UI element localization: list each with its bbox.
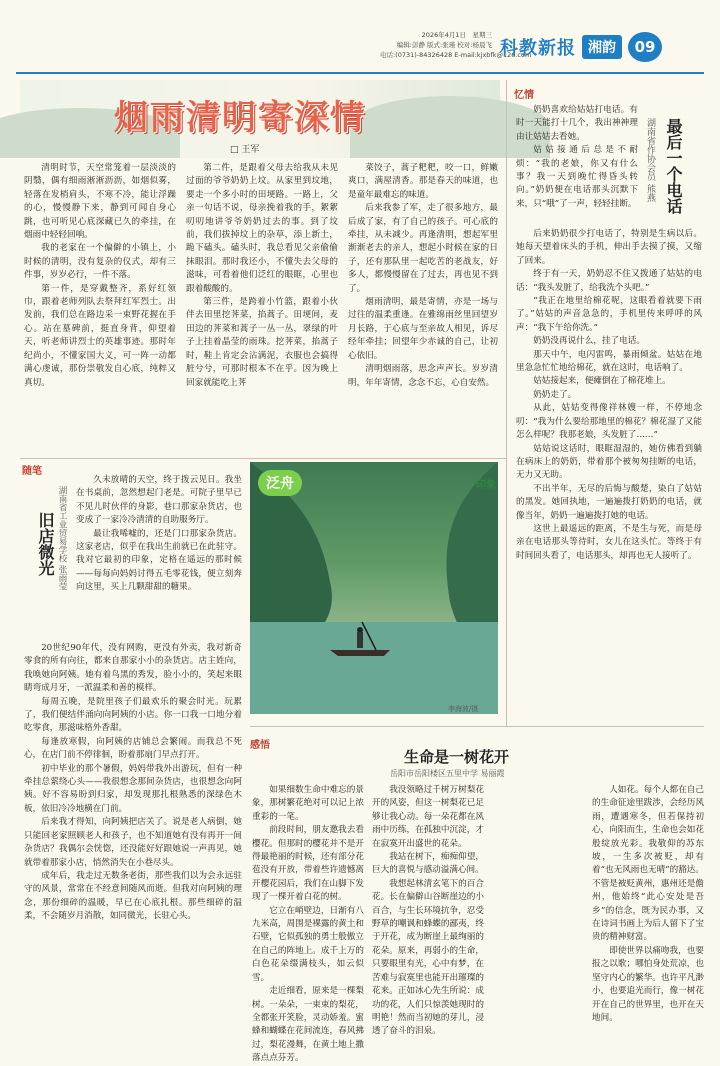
paragraph: 久未放晴的天空，终于拨云见日。我坐在书桌前，忽然想起门老是。可院子里早已不见儿时伙伴的身影，巷口那家杂货店，也变成了一家冷冷清清的自助服务厅。	[76, 475, 242, 526]
photo-section-tag: 印象	[476, 480, 496, 491]
paragraph: 第三件，是跨着小竹篮，跟着小伙伴去田里挖荠菜，掐蒿子。田埂间，麦田边的荠菜和蒿子一丛一丛，翠绿的叶子上挂着晶莹的雨珠。挖荠菜，掐蒿子时，鞋上肯定会沾满泥，衣服也会搞得脏兮兮，可那时根本不在乎。因为晚上回家就能吃上荠	[186, 297, 338, 388]
right-column-top	[516, 104, 638, 224]
bottom-column-3	[592, 784, 704, 1054]
shop-column-top	[76, 474, 242, 640]
paragraph: 奶奶走了。	[533, 389, 577, 400]
paragraph: 这世上最遥远的距离，不是生与死，而是母亲在电话那头等待时，女儿在这头忙。等终于有时间回头看了，电话那头，却再也无人接听了。	[516, 523, 702, 561]
main-column-3	[348, 162, 498, 464]
paragraph: 姑姑接起来，便瘫倒在了棉花堆上。	[533, 376, 671, 387]
page-number: 09	[628, 32, 662, 62]
paragraph: 走近细看，原来是一棵梨树。一朵朵，一束束的梨花，全都张开笑脸，灵动娇羞。蜜蜂和蝴蝶在花间流连，春风拂过，梨花漫舞，在黄土地上撒落点点芬芳。	[252, 986, 364, 1064]
right-column-body	[516, 228, 702, 726]
paragraph: 终于有一天，奶奶忍不住又拨通了姑姑的电话：“我头发脏了，给我洗个头吧。”	[516, 269, 702, 293]
paragraph: 后来奶奶很少打电话了，特别是生病以后。她每天望着床头的手机，伸出手去摸了摸，又缩了回来。	[516, 229, 702, 266]
paragraph: 第一件，是穿戴整齐，系好红领巾，跟着老师列队去祭拜红军烈士。出发前，我们总在路边采一束野花握在手心。站在墓碑前，挺直身背，仰望着天，听老师讲烈士的英雄事迹。那时年纪尚小，不懂家国大义，可一阵一动都满心虔诚，那份崇敬发自心底，纯粹又真切。	[24, 283, 176, 388]
paragraph: 奶奶没再说什么，挂了电话。	[533, 336, 645, 347]
shop-title: 旧店微光	[36, 512, 55, 576]
paragraph: 我想起林清玄笔下的百合花。长在偏僻山谷断崖边的小百合，与生长环境抗争，忍受野草的嘲讽和蜂蝶的鄙夷，终于开花，成为断崖上最绚丽的花朵。原来，再弱小的生命，只要眼里有光，心中有梦，在苦难与寂寞里也能开出璀璨的花来。正如冰心先生所说：成功的花，人们只惊羡她现时的明艳！然而当初她的芽儿，浸透了奋斗的泪泉。	[372, 878, 484, 1037]
paragraph: 从此，姑姑变得像祥林嫂一样，不停地念叨：“我为什么要给那地里的棉花？棉花湿了又能怎么样呢？我那老娘，头发脏了……”	[516, 403, 702, 441]
shop-section-tag: 随笔	[22, 466, 42, 477]
paragraph: 初中毕业的那个暑假，妈妈带我外出游玩，但有一种牵挂总萦绕心头——我很想念那间杂货店，也很想念向阿姨。好不容易盼到归家，却发现那扎根熟悉的深绿色木板，依旧冷冷地横在门前。	[24, 763, 242, 814]
paragraph: 那天中午，电闪雷鸣，暴雨倾盆。姑姑在地里急急忙忙地给棉花，就在这时，电话响了。	[516, 349, 702, 374]
paragraph: 每逢放寒假，向阿姨的店铺总会繁闹。而我总不死心，在店门前不停徘徊，盼着那扇门早点打开。	[24, 736, 242, 761]
bottom-title: 生命是一树花开	[404, 748, 510, 766]
right-section-tag: 忆情	[514, 90, 534, 101]
masthead-rule	[16, 72, 704, 74]
masthead-meta	[380, 30, 532, 60]
photo-label-text: 泛舟	[258, 470, 302, 496]
editor-line: 编辑:彭静 版式:张瑾 校对:杨晨飞	[396, 41, 492, 49]
paragraph: 烟雨清明，最是寄情，亦是一场与过往的温柔重逢。在雅绵雨丝里回望岁月长路，于心底与至亲故人相见，诉尽经年牵挂；回望年少赤诚的自己，让初心依旧。	[348, 297, 498, 361]
main-column-2	[186, 162, 338, 464]
photo-caption: 李海波/摄	[448, 705, 479, 713]
paragraph: 后来我才得知，向阿姨把店关了。说是老人病倒，她只能回老家照顾老人和孩子，也不知道她有没有再开一间杂货店？我偶尔会恍惚，还没能好好跟她说一声再见，她就带着那家小店，悄然消失在小巷尽头。	[24, 817, 242, 868]
paragraph: 如果细数生命中难忘的景象，那树繁花绝对可以记上浓重彩的一笔。	[252, 785, 364, 822]
bottom-section-tag: 感悟	[250, 740, 270, 751]
paragraph: 我的老家在一个偏僻的小镇上，小时候的清明，没有复杂的仪式，却有三件事，岁岁必行，一件不落。	[24, 243, 176, 281]
paragraph: 清明烟雨落，思念声声长。岁岁清明，年年寄情，念念不忘，心自安然。	[348, 364, 498, 388]
paragraph: 姑姑接通后总是不耐烦：“我的老娘，你又有什么事？我一天到晚忙得昏头转向。”奶奶便在电话那头沉默下来，只“哦”了一声，轻轻挂断。	[516, 145, 638, 209]
paragraph: “我正在地里给棉花呢，这眼看着就要下雨了。”姑姑的声音急急的，手机里传来呼呼的风声：“我下午给你洗。”	[516, 296, 702, 333]
main-column-1	[24, 162, 176, 464]
paragraph: 菜饺子，蒿子粑粑，咬一口，鲜嫩爽口，满屋清香。那是春天的味道，也是童年最难忘的味道。	[348, 163, 498, 200]
date-line: 2026年4月1日 星期三	[421, 31, 492, 39]
paragraph: 20世纪90年代，没有网购，更没有外卖，我对新奇零食的所有向往，都来自那家小小的杂货店。店主姓向，我唤她向阿姨。她有着鸟黑的秀发，脸小小的，笑起来眼睛弯成月牙，一派温柔和善的模样。	[24, 643, 242, 694]
paragraph: 我站在树下，痴痴仰望，巨大的喜悦与感动溢满心间。	[372, 852, 484, 876]
boatman-body	[357, 632, 363, 648]
main-title-banner	[20, 80, 500, 158]
paper-name: 科教新报	[500, 38, 576, 59]
main-author: □ 王军	[230, 145, 260, 155]
column-divider	[506, 80, 507, 726]
paragraph: 即使世界以痛吻我，也要报之以歌；哪怕身处荒凉，也坚守内心的繁华。也许平凡渺小，也要追光而行，像一树花开在自己的世界里，也开在天地间。	[592, 945, 704, 1023]
section-divider	[20, 458, 506, 459]
main-title: 烟雨清明寄深情	[114, 98, 366, 138]
right-author: 湖南省作协会员 熊燕	[645, 118, 655, 202]
right-title: 最后一个电话	[664, 118, 683, 214]
paragraph: 成年后，我走过无数条老街，那些我们以为会永远驻守的风景，常常在不经意间随风而逝。但我对向阿姨的理念，那份细碎的温暖，早已在心底扎根。那些细碎的温柔，不会随岁月消散，如同微光，长驻心头。	[24, 870, 242, 922]
paragraph: 第二件，是跟着父母去给我从未见过面的爷爷奶奶上坟。从家里到坟地，要走一个多小时的田埂路。一路上，父亲一句话不说，母亲挽着我的手，絮絮叨叨地讲爷爷奶奶过去的事。到了坟前，我们拔掉坟上的杂草，添上新土，跪下磕头。磕头时，我总看见父亲偷偷抹眼泪。那时我还小，不懂失去父母的滋味，可看着他们泛红的眼眶，心里也跟着酸酸的。	[186, 163, 338, 294]
bottom-column-1	[252, 784, 364, 1064]
paragraph: 不出半年，无尽的后悔与酸楚，染白了姑姑的黑发。她回执地，一遍遍拨打奶奶的电话，就像当年，奶奶一遍遍拨打她的电话。	[516, 483, 702, 521]
shop-author: 湖南省工业贸易学校 张雨莹	[57, 486, 67, 591]
contact-line: 电话:(0731)-84326428 E-mail:kjxbfk@126.com	[380, 51, 532, 59]
paragraph: 奶奶喜欢给姑姑打电话。有时一天能打十几个，我出神神理由让姑姑去看她。	[516, 105, 638, 142]
shop-column-body	[24, 642, 242, 1054]
photo-label	[258, 470, 302, 496]
paragraph: 我没领略过千树万树梨花开的风姿，但这一树梨花已足够让我心动。每一朵花都在风雨中历练，在孤独中沉淀，才在寂寞开出盛世的花朵。	[372, 785, 484, 849]
bottom-author: 岳阳市岳阳楼区五里中学 易丽霞	[390, 769, 505, 778]
paragraph: 最让我唏嘘的，还是门口那家杂货店。这家老店，似乎在我出生前就已在此驻守。我对它最初的印象，定格在遥远的那时候——每每向妈妈讨得五毛零花钱，便立刻奔向这里，买上几颗甜甜的糖果。	[76, 528, 242, 593]
paragraph: 后来我参了军，走了很多地方，最后成了家，有了自己的孩子。可心底的牵挂，从未减少。再逢清明，想起军里渐渐老去的亲人，想起小时候在家的日子，还有那队里一起吃苦的老战友，好多人，都慢慢留在了过去，再也见不到了。	[348, 203, 498, 294]
paragraph: 清明时节，天空常笼着一层淡淡的阴翳，偶有细雨淅淅沥沥，如烟似雾，轻落在发梢肩头，不寒不冷，能让浮躁的心，慢慢静下来，静到可闻自身心跳，也可听见心底深藏已久的牵挂，在烟雨中轻轻回响。	[24, 163, 176, 241]
paragraph: 姑姑说这话时，眼眶湿湿的，她仿佛看到躺在病床上的奶奶，带着那个被匆匆挂断的电话，无力又无助。	[516, 443, 702, 481]
boat-icon	[330, 650, 390, 656]
section-divider	[250, 726, 704, 727]
paragraph: 它立在峭壁边，日渐有八九米高，周围是裸露的黄土和石壁，它似孤独的勇士般傲立在自己的阵地上。成千上万的白色花朵缀满枝头，如云似雪。	[252, 905, 364, 983]
paragraph: 每周五晚，是院里孩子们最欢乐的聚会时光。玩累了，我们便结伴涌向向阿姨的小店。你一口我一口地分着吃零食，那滋味格外香甜。	[24, 696, 242, 734]
river	[250, 622, 498, 714]
photo-boat	[250, 462, 498, 714]
boat-scene	[250, 462, 498, 714]
section-name: 湘韵	[582, 35, 622, 59]
masthead-brand	[500, 30, 662, 64]
paragraph: 人如花。每个人都在自己的生命征途里跋涉，会经历风雨，遭遇寒冬，但若保持初心，向阳而生，生命也会如花般绽放光彩。我敬仰的苏东坡，一生多次被贬，却有着“也无风雨也无晴”的豁达。不管是被贬黄州，惠州还是儋州，他始终“此心安处是吾乡”的信念，既为民办事，又在诗词书画上为后人留下了宝贵的精神财富。	[592, 785, 704, 943]
paragraph: 前段时间，朋友邀我去看樱花。但那时的樱花并不是开得最艳丽的时候，还有部分花苞没有开放，带着些许遗憾离开樱花园后，我们在山脚下发现了一棵开着白花的树。	[252, 825, 364, 903]
bottom-column-2	[372, 784, 484, 1054]
